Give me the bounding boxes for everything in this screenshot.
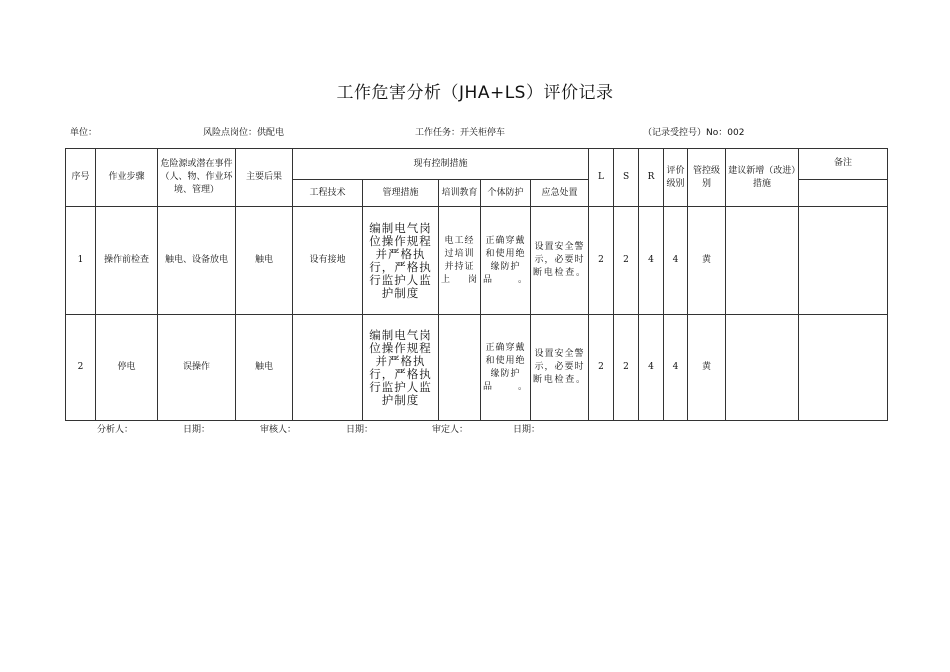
row-engineering	[293, 315, 363, 421]
document-title: 工作危害分析（JHA+LS）评价记录	[336, 83, 614, 103]
header-control-level: 管控级别	[688, 149, 726, 207]
unit-label: 单位：	[70, 128, 98, 138]
row-training: 电工经过培训并持证上岗	[439, 207, 481, 315]
table-row	[66, 207, 888, 315]
row-hazard: 误操作	[158, 315, 236, 421]
header-step: 作业步骤	[96, 149, 158, 207]
header-seq: 序号	[66, 149, 96, 207]
header-consequence: 主要后果	[236, 149, 293, 207]
header-l: L	[589, 149, 614, 207]
header-r: R	[639, 149, 664, 207]
header-ppe: 个体防护	[481, 180, 531, 207]
work-task: 工作任务：开关柜停车	[415, 128, 506, 138]
record-number: （记录受控号）No：002	[643, 128, 745, 138]
reviewer-label: 审核人：	[260, 425, 297, 435]
header-remarks-sub	[799, 180, 888, 207]
row-emergency: 设置安全警示，必要时断电检查。	[531, 207, 589, 315]
header-eval-level: 评价级别	[664, 149, 688, 207]
header-training: 培训教育	[439, 180, 481, 207]
row-s: 2	[614, 207, 639, 315]
row-consequence: 触电	[236, 207, 293, 315]
row-hazard: 触电、设备放电	[158, 207, 236, 315]
row-suggestion	[726, 207, 799, 315]
header-engineering: 工程技术	[293, 180, 363, 207]
row-emergency: 设置安全警示，必要时断电检查。	[531, 315, 589, 421]
row-remarks	[799, 207, 888, 315]
jha-table	[65, 148, 888, 421]
header-controls: 现有控制措施	[293, 149, 589, 180]
approver-label: 审定人：	[432, 425, 469, 435]
header-hazard: 危险源或潜在事件（人、物、作业环境、管理）	[158, 149, 236, 207]
header-s: S	[614, 149, 639, 207]
row-ppe: 正确穿戴和使用绝缘防护品。	[481, 315, 531, 421]
header-suggestion: 建议新增（改进）措施	[726, 149, 799, 207]
row-eval-level: 4	[664, 315, 688, 421]
row-management: 编制电气岗位操作规程并严格执行，严格执行监护人监护制度	[363, 315, 439, 421]
analyst-date-label: 日期：	[183, 425, 211, 435]
approver-date-label: 日期：	[513, 425, 541, 435]
row-control-level: 黄	[688, 315, 726, 421]
row-management: 编制电气岗位操作规程并严格执行，严格执行监护人监护制度	[363, 207, 439, 315]
row-seq: 1	[66, 207, 96, 315]
row-engineering: 设有接地	[293, 207, 363, 315]
row-r: 4	[639, 207, 664, 315]
row-seq: 2	[66, 315, 96, 421]
row-consequence: 触电	[236, 315, 293, 421]
row-l: 2	[589, 315, 614, 421]
row-l: 2	[589, 207, 614, 315]
reviewer-date-label: 日期：	[346, 425, 374, 435]
row-step: 操作前检查	[96, 207, 158, 315]
row-training	[439, 315, 481, 421]
risk-post: 风险点岗位：供配电	[203, 128, 285, 138]
row-control-level: 黄	[688, 207, 726, 315]
row-s: 2	[614, 315, 639, 421]
row-remarks	[799, 315, 888, 421]
row-suggestion	[726, 315, 799, 421]
header-remarks: 备注	[799, 149, 888, 180]
header-management: 管理措施	[363, 180, 439, 207]
row-step: 停电	[96, 315, 158, 421]
row-r: 4	[639, 315, 664, 421]
header-row-1	[66, 149, 888, 180]
table-row	[66, 315, 888, 421]
header-emergency: 应急处置	[531, 180, 589, 207]
row-eval-level: 4	[664, 207, 688, 315]
row-ppe: 正确穿戴和使用绝缘防护品。	[481, 207, 531, 315]
analyst-label: 分析人：	[97, 425, 134, 435]
